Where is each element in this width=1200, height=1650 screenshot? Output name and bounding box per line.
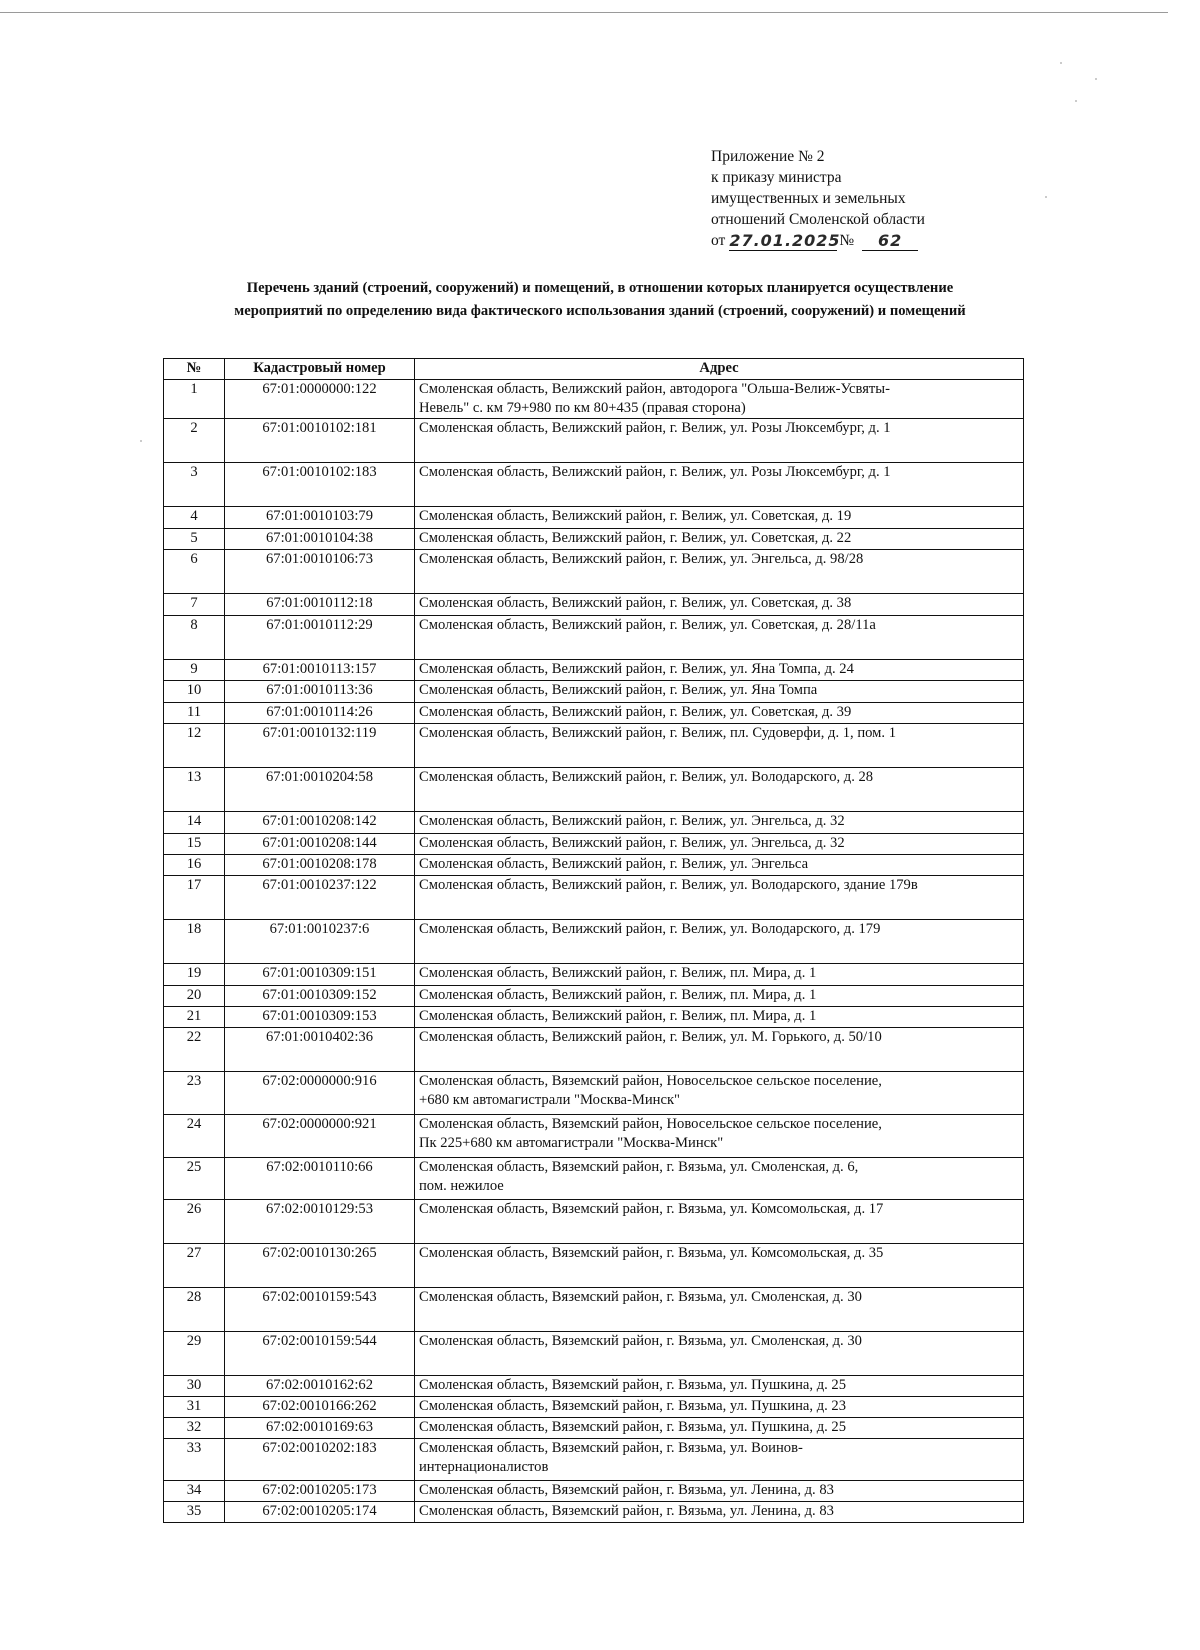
address-line: Смоленская область, Вяземский район, Новосельское сельское поселение,: [419, 1073, 882, 1089]
row-number: 23: [164, 1072, 225, 1115]
number-label: №: [839, 232, 855, 249]
address-line: Смоленская область, Вяземский район, г. Вязьма, ул. Пушкина, д. 23: [419, 1398, 847, 1414]
table-row: [164, 660, 1024, 681]
row-number: 8: [164, 616, 225, 660]
row-number: 22: [164, 1028, 225, 1072]
cadastral-number: 67:02:0010202:183: [225, 1439, 415, 1481]
address-cell: [415, 1200, 1024, 1244]
scan-speck: [1095, 78, 1097, 80]
cadastral-number: 67:02:0010205:174: [225, 1502, 415, 1523]
table-row: [164, 876, 1024, 920]
table-row: [164, 594, 1024, 616]
address-line: Смоленская область, Вяземский район, г. Вязьма, ул. Смоленская, д. 30: [419, 1289, 862, 1305]
handwritten-order-number: 62: [862, 232, 918, 251]
address-cell: [415, 419, 1024, 463]
address-line: Смоленская область, Вяземский район, г. Вязьма, ул. Ленина, д. 83: [419, 1482, 834, 1498]
scan-speck: [1045, 196, 1047, 198]
address-cell: [415, 1072, 1024, 1115]
row-number: 14: [164, 812, 225, 834]
table-row: [164, 1200, 1024, 1244]
cadastral-number: 67:01:0010208:144: [225, 834, 415, 855]
address-line: Смоленская область, Вяземский район, г. Вязьма, ул. Пушкина, д. 25: [419, 1377, 847, 1393]
address-line: Смоленская область, Вяземский район, г. Вязьма, ул. Пушкина, д. 25: [419, 1419, 847, 1435]
from-label: от: [711, 232, 726, 249]
cadastral-number: 67:02:0000000:916: [225, 1072, 415, 1115]
address-cell: [415, 768, 1024, 812]
row-number: 3: [164, 463, 225, 507]
row-number: 28: [164, 1288, 225, 1332]
address-cell: [415, 964, 1024, 986]
row-number: 24: [164, 1115, 225, 1158]
title-line: Перечень зданий (строений, сооружений) и помещений, в отношении которых планируется осуществление: [246, 280, 954, 296]
table-row: [164, 1481, 1024, 1502]
cadastral-number: 67:01:0010113:157: [225, 660, 415, 681]
scan-speck: [140, 440, 142, 442]
row-number: 18: [164, 920, 225, 964]
address-cell: [415, 1007, 1024, 1028]
address-cell: [415, 463, 1024, 507]
address-line: Смоленская область, Велижский район, г. Велиж, ул. Яна Томпа: [419, 682, 818, 698]
address-line: Смоленская область, Велижский район, г. Велиж, пл. Мира, д. 1: [419, 987, 817, 1003]
table-row: [164, 550, 1024, 594]
address-line: +680 км автомагистрали "Москва-Минск": [419, 1092, 680, 1108]
appendix-line: отношений Смоленской области: [711, 211, 925, 228]
cadastral-number: 67:01:0010103:79: [225, 507, 415, 529]
handwritten-date: 27.01.2025: [729, 231, 841, 250]
row-number: 15: [164, 834, 225, 855]
table-body: [164, 380, 1024, 1523]
table-row: [164, 463, 1024, 507]
row-number: 31: [164, 1397, 225, 1418]
cadastral-number: 67:01:0010113:36: [225, 681, 415, 703]
cadastral-number: 67:02:0010129:53: [225, 1200, 415, 1244]
address-line: Смоленская область, Велижский район, г. Велиж, ул. Володарского, д. 179: [419, 921, 881, 937]
row-number: 21: [164, 1007, 225, 1028]
address-line: Смоленская область, Вяземский район, Новосельское сельское поселение,: [419, 1116, 882, 1132]
table-row: [164, 834, 1024, 855]
table-row: [164, 724, 1024, 768]
cadastral-number: 67:01:0010112:18: [225, 594, 415, 616]
cadastral-number: 67:02:0010162:62: [225, 1376, 415, 1397]
address-cell: [415, 616, 1024, 660]
address-line: Смоленская область, Велижский район, г. Велиж, ул. Энгельса, д. 32: [419, 835, 845, 851]
address-cell: [415, 1418, 1024, 1439]
row-number: 27: [164, 1244, 225, 1288]
cadastral-number: 67:01:0010309:153: [225, 1007, 415, 1028]
order-date-line: [711, 230, 1011, 251]
address-line: Смоленская область, Велижский район, г. Велиж, ул. Володарского, д. 28: [419, 769, 874, 785]
row-number: 35: [164, 1502, 225, 1523]
cadastral-number: 67:02:0010169:63: [225, 1418, 415, 1439]
row-number: 2: [164, 419, 225, 463]
appendix-header: [711, 146, 1011, 251]
address-cell: [415, 1288, 1024, 1332]
row-number: 33: [164, 1439, 225, 1481]
title-line: мероприятий по определению вида фактического использования зданий (строений, сооружений) и помещений: [234, 303, 966, 319]
table-row: [164, 1288, 1024, 1332]
scan-speck: [1075, 100, 1077, 102]
row-number: 12: [164, 724, 225, 768]
row-number: 13: [164, 768, 225, 812]
row-number: 20: [164, 986, 225, 1007]
cadastral-number: 67:01:0010132:119: [225, 724, 415, 768]
address-cell: [415, 724, 1024, 768]
row-number: 7: [164, 594, 225, 616]
row-number: 6: [164, 550, 225, 594]
cadastral-number: 67:01:0000000:122: [225, 380, 415, 419]
cadastral-number: 67:01:0010102:181: [225, 419, 415, 463]
cadastral-number: 67:01:0010309:152: [225, 986, 415, 1007]
header-cadastral-number: Кадастровый номер: [225, 359, 415, 380]
address-line: Смоленская область, Велижский район, г. Велиж, ул. Энгельса, д. 32: [419, 813, 845, 829]
address-line: Смоленская область, Велижский район, г. Велиж, пл. Мира, д. 1: [419, 1008, 817, 1024]
cadastral-number: 67:01:0010237:122: [225, 876, 415, 920]
cadastral-number: 67:01:0010102:183: [225, 463, 415, 507]
appendix-line: к приказу министра: [711, 169, 842, 186]
scan-top-edge-line: [0, 12, 1168, 13]
table-row: [164, 1439, 1024, 1481]
address-line: Смоленская область, Велижский район, г. Велиж, ул. Советская, д. 28/11а: [419, 617, 876, 633]
table-row: [164, 1115, 1024, 1158]
cadastral-number: 67:01:0010237:6: [225, 920, 415, 964]
address-cell: [415, 1397, 1024, 1418]
row-number: 29: [164, 1332, 225, 1376]
address-cell: [415, 507, 1024, 529]
table-row: [164, 1072, 1024, 1115]
row-number: 1: [164, 380, 225, 419]
row-number: 16: [164, 855, 225, 876]
address-cell: [415, 1028, 1024, 1072]
address-cell: [415, 1332, 1024, 1376]
cadastral-number: 67:01:0010208:142: [225, 812, 415, 834]
address-cell: [415, 1115, 1024, 1158]
address-cell: [415, 681, 1024, 703]
address-line: Смоленская область, Вяземский район, г. Вязьма, ул. Ленина, д. 83: [419, 1503, 834, 1519]
table-row: [164, 1332, 1024, 1376]
row-number: 5: [164, 529, 225, 550]
address-line: Смоленская область, Велижский район, г. Велиж, ул. Советская, д. 39: [419, 704, 852, 720]
cadastral-number: 67:02:0010110:66: [225, 1158, 415, 1200]
cadastral-number: 67:02:0010205:173: [225, 1481, 415, 1502]
table-row: [164, 855, 1024, 876]
address-line: Смоленская область, Велижский район, г. Велиж, ул. Советская, д. 38: [419, 595, 852, 611]
address-cell: [415, 855, 1024, 876]
cadastral-number: 67:02:0010130:265: [225, 1244, 415, 1288]
address-cell: [415, 1502, 1024, 1523]
cadastral-number: 67:01:0010204:58: [225, 768, 415, 812]
row-number: 17: [164, 876, 225, 920]
address-line: Смоленская область, Вяземский район, г. Вязьма, ул. Смоленская, д. 30: [419, 1333, 862, 1349]
table-header-row: [164, 359, 1024, 380]
table-row: [164, 507, 1024, 529]
address-line: Смоленская область, Велижский район, г. Велиж, пл. Судоверфи, д. 1, пом. 1: [419, 725, 896, 741]
address-line: Смоленская область, Велижский район, г. Велиж, ул. Советская, д. 19: [419, 508, 852, 524]
address-cell: [415, 812, 1024, 834]
address-line: Невель" с. км 79+980 по км 80+435 (правая сторона): [419, 400, 746, 416]
table-row: [164, 1007, 1024, 1028]
row-number: 9: [164, 660, 225, 681]
cadastral-number: 67:01:0010402:36: [225, 1028, 415, 1072]
address-line: Смоленская область, Велижский район, автодорога "Ольша-Велиж-Усвяты-: [419, 381, 890, 397]
address-cell: [415, 834, 1024, 855]
address-line: Смоленская область, Велижский район, г. Велиж, ул. Розы Люксембург, д. 1: [419, 420, 891, 436]
table-row: [164, 703, 1024, 724]
cadastral-number: 67:02:0000000:921: [225, 1115, 415, 1158]
table-row: [164, 986, 1024, 1007]
document-title: [150, 277, 1050, 323]
cadastral-number: 67:01:0010112:29: [225, 616, 415, 660]
table-row: [164, 1502, 1024, 1523]
address-cell: [415, 876, 1024, 920]
header-address: Адрес: [415, 359, 1024, 380]
address-line: Смоленская область, Вяземский район, г. Вязьма, ул. Комсомольская, д. 17: [419, 1201, 884, 1217]
row-number: 34: [164, 1481, 225, 1502]
table-row: [164, 1397, 1024, 1418]
row-number: 25: [164, 1158, 225, 1200]
address-cell: [415, 1158, 1024, 1200]
address-line: Смоленская область, Велижский район, г. Велиж, ул. М. Горького, д. 50/10: [419, 1029, 882, 1045]
cadastral-number: 67:01:0010208:178: [225, 855, 415, 876]
table-row: [164, 768, 1024, 812]
cadastral-number: 67:01:0010104:38: [225, 529, 415, 550]
address-cell: [415, 594, 1024, 616]
address-line: Смоленская область, Велижский район, г. Велиж, пл. Мира, д. 1: [419, 965, 817, 981]
table-row: [164, 964, 1024, 986]
address-cell: [415, 1244, 1024, 1288]
appendix-line: Приложение № 2: [711, 148, 825, 165]
address-line: пом. нежилое: [419, 1178, 504, 1194]
table-row: [164, 812, 1024, 834]
address-cell: [415, 529, 1024, 550]
cadastral-number: 67:01:0010114:26: [225, 703, 415, 724]
address-cell: [415, 660, 1024, 681]
address-line: Смоленская область, Вяземский район, г. Вязьма, ул. Смоленская, д. 6,: [419, 1159, 859, 1175]
header-number: №: [164, 359, 225, 380]
appendix-line: имущественных и земельных: [711, 190, 906, 207]
address-line: Смоленская область, Велижский район, г. Велиж, ул. Советская, д. 22: [419, 530, 852, 546]
address-cell: [415, 986, 1024, 1007]
table-row: [164, 529, 1024, 550]
table-row: [164, 1028, 1024, 1072]
row-number: 26: [164, 1200, 225, 1244]
address-cell: [415, 1376, 1024, 1397]
address-line: Смоленская область, Велижский район, г. Велиж, ул. Володарского, здание 179в: [419, 877, 918, 893]
address-line: Пк 225+680 км автомагистрали "Москва-Минск": [419, 1135, 724, 1151]
buildings-table: [163, 358, 1024, 1523]
cadastral-number: 67:02:0010159:543: [225, 1288, 415, 1332]
address-line: интернационалистов: [419, 1459, 549, 1475]
address-cell: [415, 1439, 1024, 1481]
row-number: 11: [164, 703, 225, 724]
table-row: [164, 920, 1024, 964]
table-row: [164, 1376, 1024, 1397]
address-cell: [415, 1481, 1024, 1502]
address-line: Смоленская область, Вяземский район, г. Вязьма, ул. Комсомольская, д. 35: [419, 1245, 884, 1261]
address-cell: [415, 920, 1024, 964]
cadastral-number: 67:01:0010309:151: [225, 964, 415, 986]
address-line: Смоленская область, Велижский район, г. Велиж, ул. Энгельса: [419, 856, 809, 872]
row-number: 10: [164, 681, 225, 703]
table-row: [164, 380, 1024, 419]
table-row: [164, 419, 1024, 463]
scan-speck: [1060, 62, 1062, 64]
table-row: [164, 1158, 1024, 1200]
row-number: 4: [164, 507, 225, 529]
cadastral-number: 67:02:0010166:262: [225, 1397, 415, 1418]
address-cell: [415, 703, 1024, 724]
address-cell: [415, 380, 1024, 419]
address-line: Смоленская область, Велижский район, г. Велиж, ул. Энгельса, д. 98/28: [419, 551, 864, 567]
table-row: [164, 1244, 1024, 1288]
table-row: [164, 681, 1024, 703]
address-line: Смоленская область, Вяземский район, г. Вязьма, ул. Воинов-: [419, 1440, 803, 1456]
cadastral-number: 67:02:0010159:544: [225, 1332, 415, 1376]
table-row: [164, 1418, 1024, 1439]
address-cell: [415, 550, 1024, 594]
address-line: Смоленская область, Велижский район, г. Велиж, ул. Яна Томпа, д. 24: [419, 661, 854, 677]
address-line: Смоленская область, Велижский район, г. Велиж, ул. Розы Люксембург, д. 1: [419, 464, 891, 480]
row-number: 32: [164, 1418, 225, 1439]
row-number: 30: [164, 1376, 225, 1397]
table-row: [164, 616, 1024, 660]
row-number: 19: [164, 964, 225, 986]
cadastral-number: 67:01:0010106:73: [225, 550, 415, 594]
